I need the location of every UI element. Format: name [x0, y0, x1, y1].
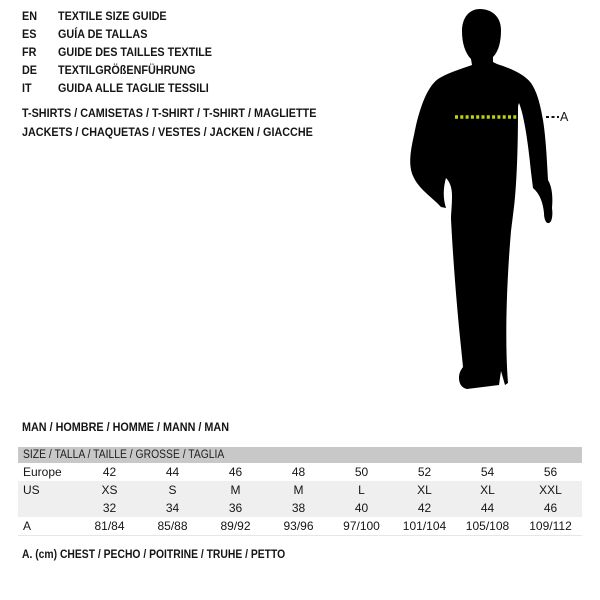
size-cell: 36 — [228, 501, 243, 515]
size-cell: 85/88 — [157, 519, 188, 533]
size-cell: 40 — [354, 501, 369, 515]
language-title: TEXTILGRÖßENFÜHRUNG — [58, 63, 196, 77]
size-cell: 44 — [165, 465, 180, 479]
size-cell: 93/96 — [283, 519, 314, 533]
row-label: US — [23, 483, 40, 497]
size-cell: 32 — [102, 501, 117, 515]
size-cell: 48 — [291, 465, 306, 479]
size-cell: 42 — [417, 501, 432, 515]
size-cell: 38 — [291, 501, 306, 515]
language-code: IT — [22, 81, 32, 95]
row-label: Europe — [23, 465, 62, 479]
size-cell: 54 — [480, 465, 495, 479]
language-row-fr — [22, 43, 229, 61]
size-cell: 105/108 — [465, 519, 510, 533]
man-silhouette-figure — [400, 0, 600, 400]
size-cell: L — [358, 483, 365, 497]
language-row-en — [22, 7, 229, 25]
language-code: DE — [22, 63, 38, 77]
size-cell: 44 — [480, 501, 495, 515]
size-table-header: SIZE / TALLA / TAILLE / GRÖSSE / TAGLIA — [18, 447, 582, 463]
gender-heading: MAN / HOMBRE / HOMME / MANN / MAN — [22, 420, 229, 434]
product-categories — [22, 104, 349, 142]
measure-label-a: A — [560, 110, 569, 124]
size-cell: 46 — [228, 465, 243, 479]
size-cell: XXL — [539, 483, 562, 497]
size-cell: 52 — [417, 465, 432, 479]
size-cell: 46 — [543, 501, 558, 515]
language-title: GUIDE DES TAILLES TEXTILE — [58, 45, 213, 59]
size-cell: 42 — [102, 465, 117, 479]
size-table-row-us-numeric — [18, 499, 582, 517]
product-categories-tshirts: T-SHIRTS / CAMISETAS / T-SHIRT / T-SHIRT / MAGLIETTE — [22, 106, 317, 120]
row-label: A — [23, 519, 32, 533]
size-table-row-us — [18, 481, 582, 499]
size-cell: 101/104 — [402, 519, 447, 533]
size-cell: 56 — [543, 465, 558, 479]
product-categories-jackets: JACKETS / CHAQUETAS / VESTES / JACKEN / GIACCHE — [22, 125, 313, 139]
size-cell: S — [168, 483, 177, 497]
language-row-es — [22, 25, 229, 43]
size-cell: M — [293, 483, 304, 497]
size-cell: M — [230, 483, 241, 497]
size-cell: XL — [480, 483, 495, 497]
measurement-legend: A. (cm) CHEST / PECHO / POITRINE / TRUHE / PETTO — [22, 549, 286, 561]
language-title: GUIDA ALLE TAGLIE TESSILI — [58, 81, 209, 95]
size-cell: 50 — [354, 465, 369, 479]
size-cell: 34 — [165, 501, 180, 515]
man-silhouette — [410, 9, 552, 389]
language-code: EN — [22, 9, 38, 23]
size-cell: 109/112 — [529, 519, 572, 533]
size-cell: XS — [101, 483, 118, 497]
language-code: ES — [22, 27, 37, 41]
size-cell: 97/100 — [343, 519, 380, 533]
language-title: TEXTILE SIZE GUIDE — [58, 9, 167, 23]
size-table-row-chest-cm — [18, 517, 582, 536]
size-cell: 81/84 — [94, 519, 125, 533]
size-cell: XL — [417, 483, 432, 497]
language-row-it — [22, 79, 229, 97]
language-row-de — [22, 61, 229, 79]
language-title: GUÍA DE TALLAS — [58, 27, 148, 41]
row-label — [18, 499, 78, 517]
size-table — [18, 447, 582, 536]
language-code: FR — [22, 45, 37, 59]
size-table-row-europe — [18, 463, 582, 481]
language-list — [22, 7, 229, 97]
size-cell: 89/92 — [220, 519, 251, 533]
